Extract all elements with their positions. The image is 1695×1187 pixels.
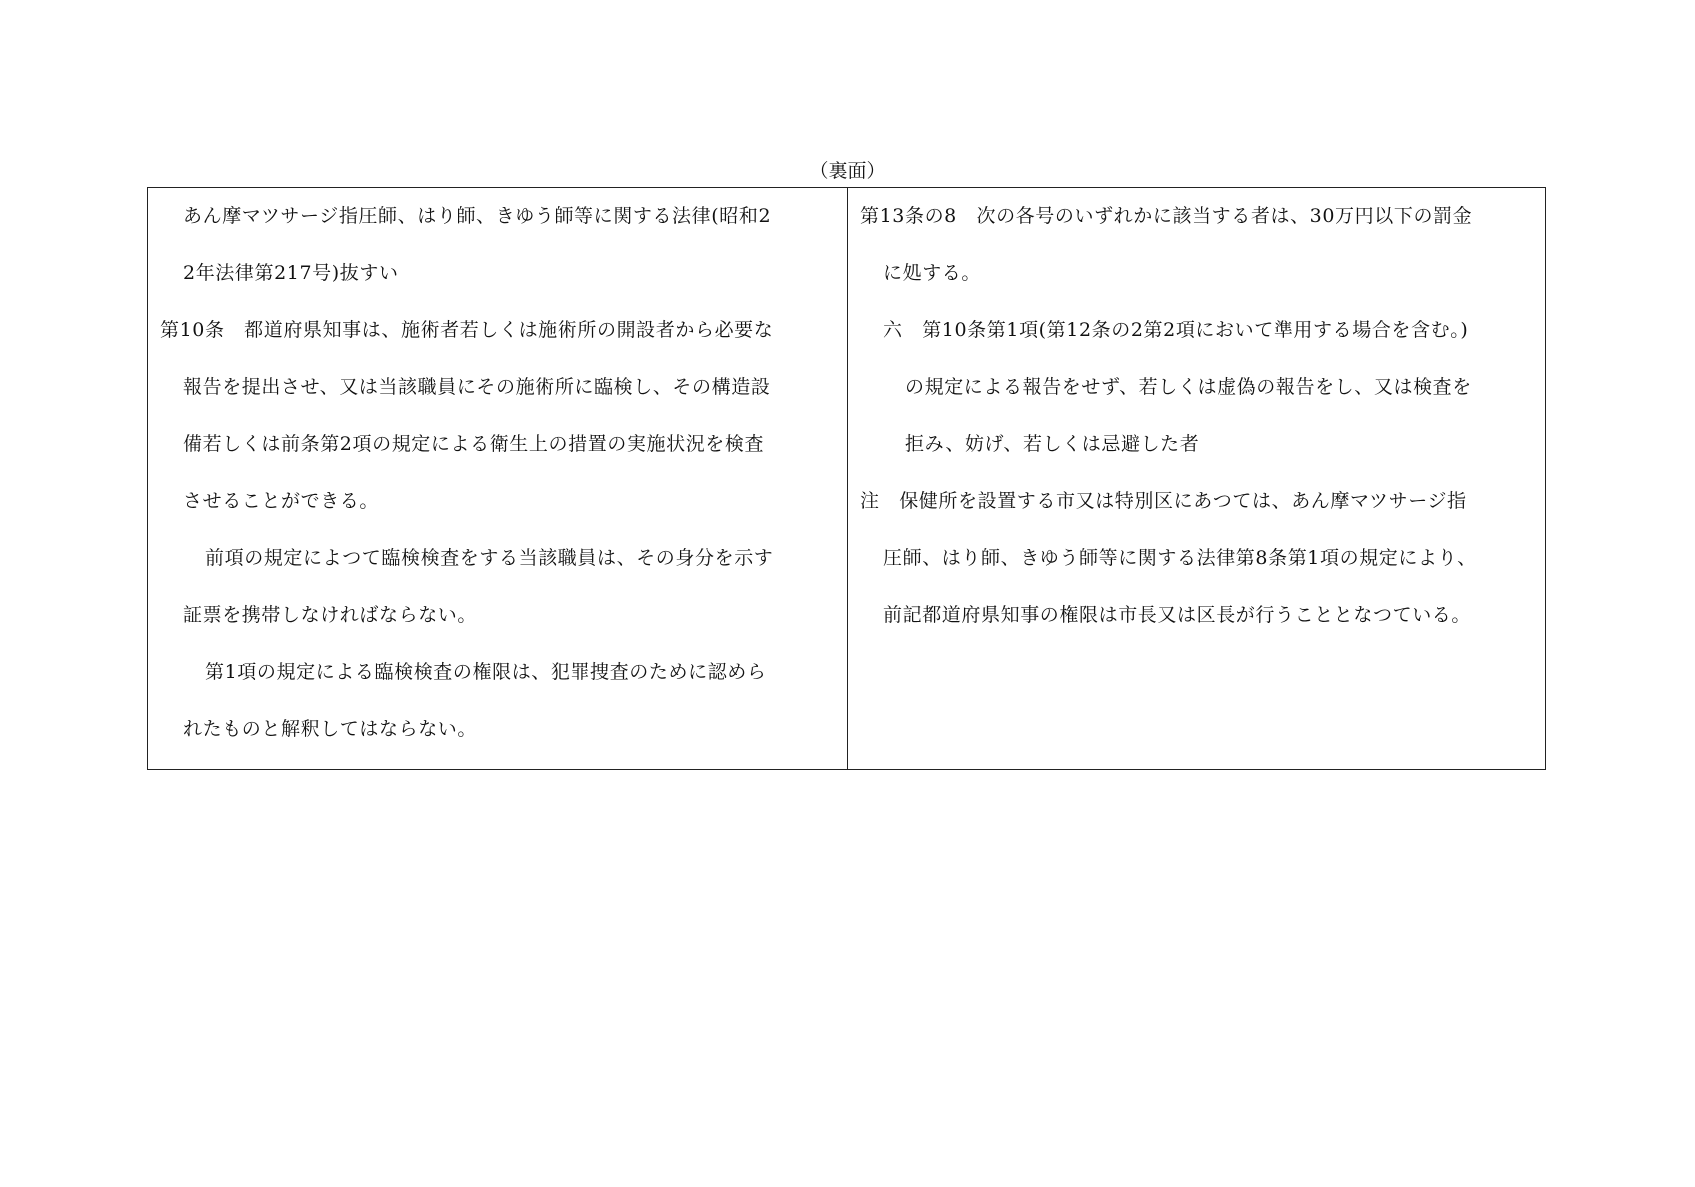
right-line: 六 第10条第1項(第12条の2第2項において準用する場合を含む。) [883,319,1469,341]
right-line: に処する。 [883,262,982,284]
left-line: あん摩マツサージ指圧師、はり師、きゆう師等に関する法律(昭和2 [183,205,772,227]
left-line: 2年法律第217号)抜すい [183,262,399,284]
left-column [148,188,848,769]
left-line: 第10条 都道府県知事は、施術者若しくは施術所の開設者から必要な [160,319,774,341]
right-line: の規定による報告をせず、若しくは虚偽の報告をし、又は検査を [905,376,1472,398]
left-line: 前項の規定によつて臨検検査をする当該職員は、その身分を示す [205,547,774,569]
right-line: 注 保健所を設置する市又は特別区にあつては、あん摩マツサージ指 [860,490,1467,512]
left-line: 第1項の規定による臨検検査の権限は、犯罪捜査のために認めら [205,661,767,683]
left-line: させることができる。 [183,490,380,512]
right-line: 拒み、妨げ、若しくは忌避した者 [905,433,1200,455]
right-line: 第13条の8 次の各号のいずれかに該当する者は、30万円以下の罰金 [860,205,1473,227]
page-side-label: （裏面） [809,160,886,182]
right-column [848,188,1545,769]
left-line: 報告を提出させ、又は当該職員にその施術所に臨検し、その構造設 [183,376,771,398]
right-line: 前記都道府県知事の権限は市長又は区長が行うこととなつている。 [883,604,1472,626]
left-line: れたものと解釈してはならない。 [183,718,478,740]
right-line: 圧師、はり師、きゆう師等に関する法律第8条第1項の規定により、 [883,547,1477,569]
law-excerpt-table [147,187,1546,770]
left-line: 証票を携帯しなければならない。 [183,604,478,626]
left-line: 備若しくは前条第2項の規定による衛生上の措置の実施状況を検査 [183,433,765,455]
